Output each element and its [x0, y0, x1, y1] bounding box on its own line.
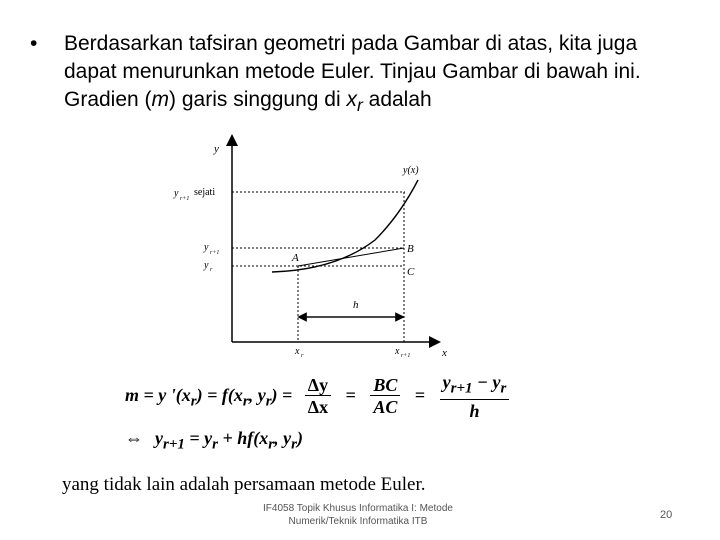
equation-gradient — [125, 372, 509, 422]
x-axis-label: x — [442, 347, 447, 359]
eq2-c-sub: r — [268, 436, 275, 453]
frac-ac: AC — [373, 397, 398, 418]
page-number: 20 — [660, 509, 673, 521]
frac-bc-ac — [370, 375, 400, 418]
eq1-lhs-sub: r — [190, 393, 197, 410]
y-r1-sub: r+1 — [210, 250, 220, 256]
y-r-symbol: y — [204, 260, 209, 271]
eq2-b-sub: r — [212, 436, 218, 453]
eq1-mid-sub: r — [242, 393, 249, 410]
footer-line-1: IF4058 Topik Khusus Informatika I: Metode — [263, 503, 453, 514]
curve-label: y(x) — [403, 165, 419, 176]
x-r1-sub: r+1 — [401, 353, 411, 359]
y-sejati-sub: r+1 — [180, 196, 190, 202]
frac-y-diff — [440, 372, 510, 422]
eq2-a-sub: r+1 — [163, 436, 185, 453]
line3-mid: ) garis singgung di — [169, 88, 347, 111]
x-r-sub: r — [301, 353, 304, 359]
y-r-sub: r — [210, 267, 213, 273]
eq1-equals-2: = — [345, 384, 356, 405]
point-a-label: A — [292, 252, 299, 264]
y-r1-symbol: y — [204, 242, 209, 253]
line3-sub: r — [356, 95, 363, 116]
frac3-den: h — [469, 400, 480, 421]
frac-delta — [305, 375, 331, 418]
y-sejati-symbol: y — [174, 188, 179, 199]
eq2-a: y — [155, 428, 163, 448]
closing-sentence: yang tidak lain adalah persamaan metode Euler. — [62, 474, 426, 495]
slide-footer — [238, 502, 478, 528]
frac-bc: BC — [370, 375, 400, 396]
y-sejati-word: sejati — [194, 187, 216, 198]
bullet-line-3 — [64, 86, 700, 119]
tangent-line — [298, 248, 404, 266]
footer-line-2: Numerik/Teknik Informatika ITB — [288, 516, 428, 527]
eq2-e: ) — [296, 428, 303, 448]
frac3-minus: − y — [472, 372, 501, 392]
eq2-d: , y — [274, 428, 292, 448]
line3-x: x — [346, 88, 357, 111]
iff-arrow-icon: ⇔ — [125, 428, 143, 448]
eq2-b: = y — [184, 428, 213, 448]
line3-pre: Gradien ( — [64, 88, 152, 111]
bullet-line-2: dapat menurunkan metode Euler. Tinjau Gambar di bawah ini. — [64, 60, 641, 83]
bullet-dot: • — [30, 32, 38, 55]
frac3-a: y — [442, 372, 451, 392]
eq1-mid: ) = f(x — [196, 384, 243, 405]
x-r1-symbol: x — [395, 346, 400, 357]
h-label: h — [353, 299, 359, 311]
point-b-label: B — [407, 243, 414, 255]
frac-y-diff-num — [440, 372, 510, 400]
bullet-text — [64, 30, 700, 119]
eq1-close: ) = — [271, 384, 293, 405]
eq1-mid2-sub: r — [265, 393, 272, 410]
equation-euler — [125, 428, 303, 454]
eq2-c: + hf(x — [217, 428, 269, 448]
y-axis-label: y — [214, 143, 219, 155]
eq2-d-sub: r — [291, 436, 297, 453]
euler-diagram — [160, 130, 460, 365]
frac3-a-sub: r+1 — [450, 380, 473, 397]
bullet-line-1: Berdasarkan tafsiran geometri pada Gambar di atas, kita juga — [64, 32, 638, 55]
point-c-label: C — [407, 266, 415, 278]
eq1-lhs: m = y '(x — [125, 384, 191, 405]
line3-m: m — [151, 88, 170, 111]
frac-delta-num: Δy — [305, 375, 331, 396]
eq1-mid2: , y — [248, 384, 266, 405]
x-r-symbol: x — [295, 346, 300, 357]
bullet-paragraph — [30, 30, 700, 119]
line3-post: adalah — [362, 88, 432, 111]
frac-delta-den: Δx — [307, 397, 329, 418]
eq1-equals-3: = — [414, 384, 426, 405]
frac3-b-sub: r — [500, 380, 507, 397]
